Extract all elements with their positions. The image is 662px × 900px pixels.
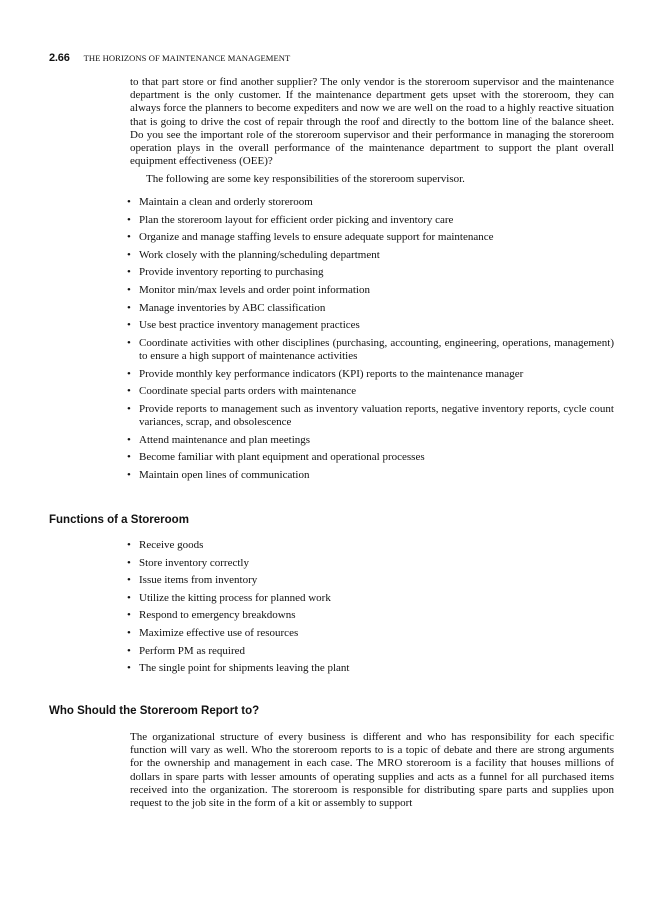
functions-list [127,539,614,680]
list-item [127,539,614,552]
list-item-text: Provide reports to management such as inventory valuation reports, negative inventory reports, cycle count variances, scrap, and obsolescence [139,402,614,428]
list-item-text: Attend maintenance and plan meetings [139,433,311,446]
bullet-icon: • [127,626,131,639]
section-heading-report-to: Who Should the Storeroom Report to? [49,705,260,717]
list-item [127,469,614,482]
report-paragraph: The organizational structure of every business is different and who has responsibility for each specific function will vary as well. Who the storeroom reports to is a topic of debate and there are strong arguments for the ownership and management in each case. The MRO storeroom is a facility that houses millions of dollars in spare parts with lesser amounts of operating supplies and acts as a funnel for all purchased items received into the organization. The storeroom is responsible for distributing spare parts and supplies upon request to the job site in the form of a kit or assembly to support [130,731,614,810]
list-item-text: Coordinate activities with other disciplines (purchasing, accounting, engineering, operations, management) to ensure a high support of maintenance activities [139,336,614,362]
running-header [49,48,290,62]
page-number: 2.66 [49,52,70,64]
list-item-text: Coordinate special parts orders with maintenance [139,385,357,398]
bullet-icon: • [127,468,131,481]
bullet-icon: • [127,402,131,415]
bullet-icon: • [127,574,131,587]
list-item-text: Maximize effective use of resources [139,626,299,639]
bullet-icon: • [127,451,131,464]
list-item-text: Maintain open lines of communication [139,468,310,481]
list-item-text: Store inventory correctly [139,556,249,569]
list-item-text: Respond to emergency breakdowns [139,609,296,622]
bullet-icon: • [127,556,131,569]
responsibilities-list [127,196,614,486]
list-item [127,266,614,279]
list-item-text: Organize and manage staffing levels to ensure adequate support for maintenance [139,231,494,244]
list-item-text: Monitor min/max levels and order point information [139,283,370,296]
list-item-text: Use best practice inventory management practices [139,319,360,332]
intro-paragraph: to that part store or find another supplier? The only vendor is the storeroom supervisor and the maintenance department is the only customer. If the maintenance department gets upset with the storeroom, they can always force the planners to become expediters and now we are well on the road to a highly reactive situation that is going to drive the cost of repair through the roof and directly to the bottom line of the balance sheet. Do you see the important role of the storeroom supervisor and their performance in managing the storeroom operation plays in the overall performance of the maintenance department to support the plant overall equipment effectiveness (OEE)? [130,76,614,168]
running-title: THE HORIZONS OF MAINTENANCE MANAGEMENT [83,53,291,63]
list-item [127,249,614,262]
bullet-icon: • [127,591,131,604]
list-item [127,592,614,605]
bullet-icon: • [127,248,131,261]
list-item-text: Maintain a clean and orderly storeroom [139,196,313,208]
bullet-icon: • [127,266,131,279]
bullet-icon: • [127,539,131,551]
list-item [127,385,614,398]
list-item [127,403,614,429]
list-item [127,645,614,658]
list-item [127,368,614,381]
bullet-icon: • [127,213,131,226]
bullet-icon: • [127,336,131,349]
list-item [127,284,614,297]
list-item-text: Provide inventory reporting to purchasing [139,266,324,279]
list-item [127,319,614,332]
bullet-icon: • [127,662,131,675]
list-item-text: Receive goods [139,539,204,551]
list-item [127,231,614,244]
list-item [127,214,614,227]
bullet-icon: • [127,644,131,657]
bullet-icon: • [127,433,131,446]
responsibilities-lead-in: The following are some key responsibilities of the storeroom supervisor. [146,173,465,185]
bullet-icon: • [127,385,131,398]
list-item-text: Manage inventories by ABC classification [139,301,326,314]
list-item-text: The single point for shipments leaving the plant [139,662,350,675]
list-item-text: Become familiar with plant equipment and operational processes [139,451,425,464]
list-item [127,609,614,622]
list-item [127,557,614,570]
list-item-text: Perform PM as required [139,644,246,657]
bullet-icon: • [127,367,131,380]
bullet-icon: • [127,319,131,332]
list-item-text: Provide monthly key performance indicators (KPI) reports to the maintenance manager [139,367,524,380]
list-item-text: Utilize the kitting process for planned work [139,591,331,604]
list-item [127,662,614,675]
list-item [127,434,614,447]
list-item [127,574,614,587]
bullet-icon: • [127,196,131,208]
list-item [127,337,614,363]
bullet-icon: • [127,609,131,622]
list-item-text: Plan the storeroom layout for efficient order picking and inventory care [139,213,454,226]
bullet-icon: • [127,301,131,314]
list-item-text: Issue items from inventory [139,574,258,587]
bullet-icon: • [127,231,131,244]
list-item-text: Work closely with the planning/scheduling department [139,248,380,261]
list-item [127,196,614,209]
list-item [127,451,614,464]
list-item [127,302,614,315]
section-heading-functions: Functions of a Storeroom [49,514,189,526]
list-item [127,627,614,640]
bullet-icon: • [127,283,131,296]
